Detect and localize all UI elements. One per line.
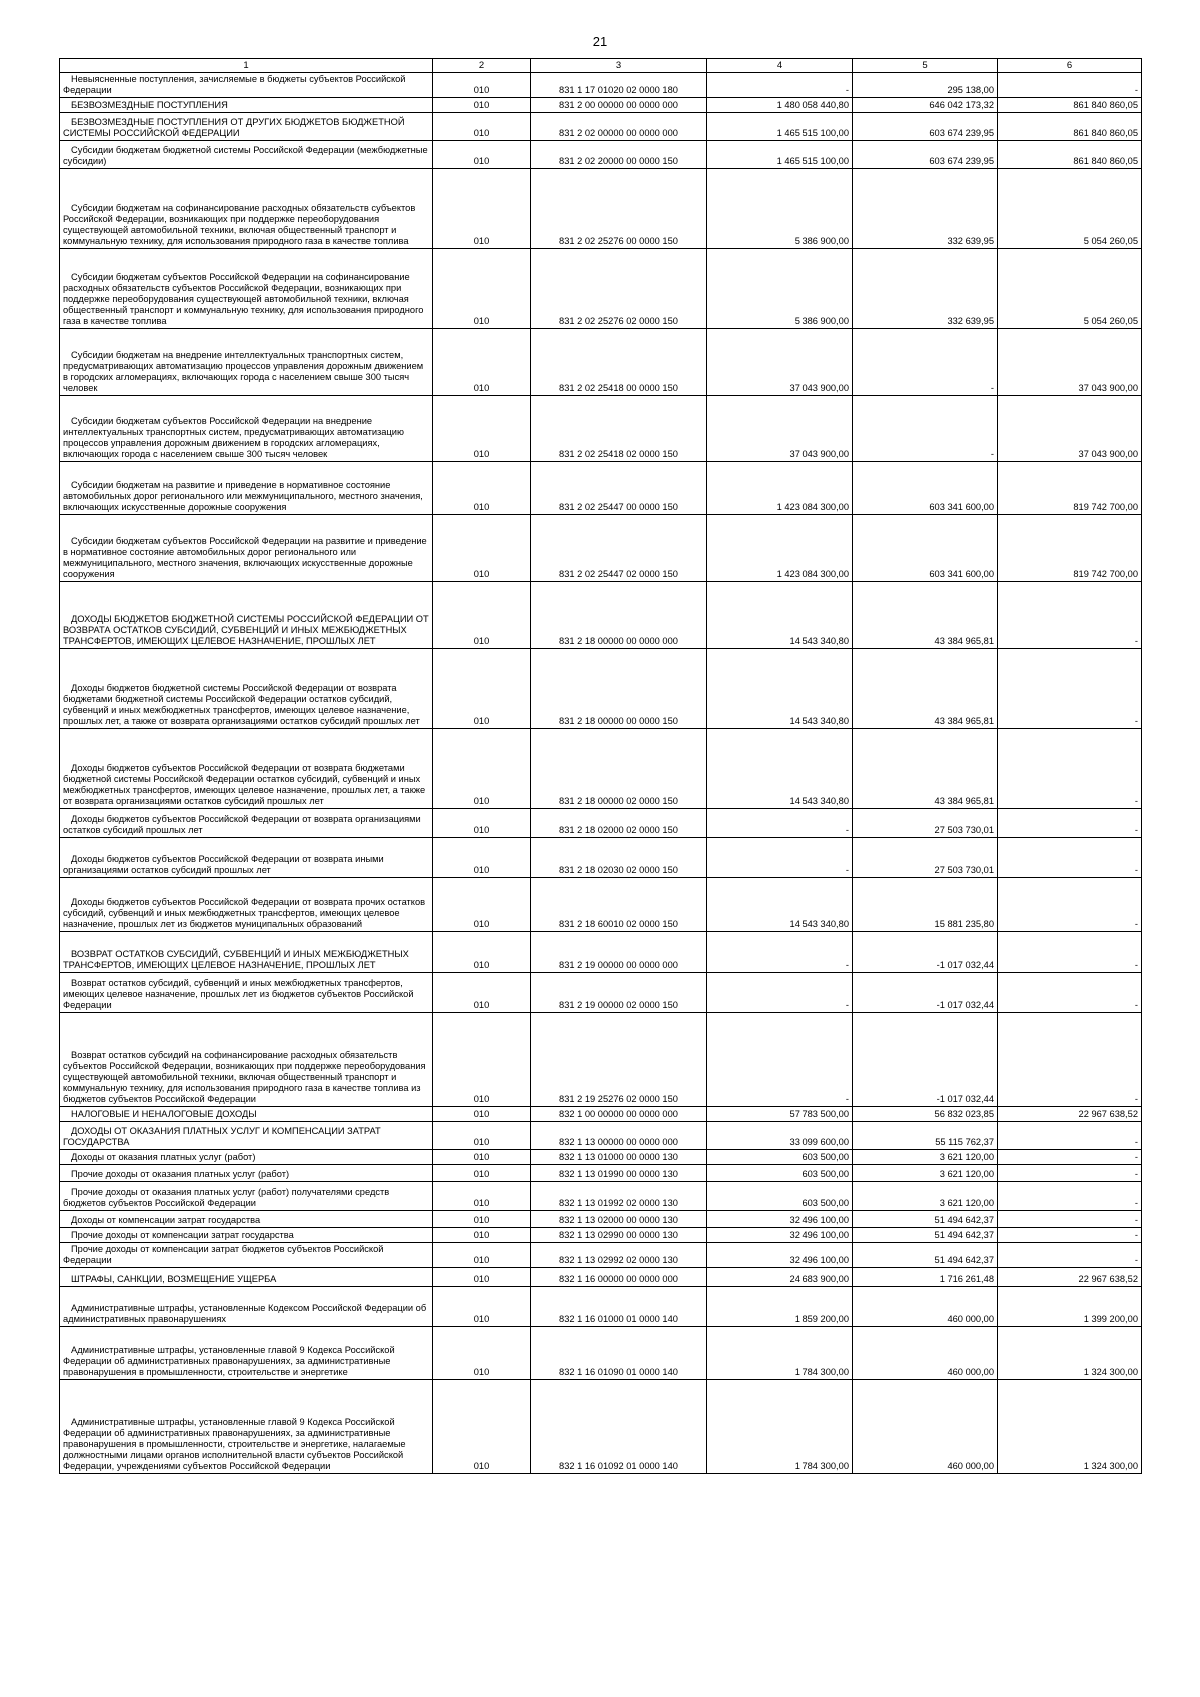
row-code-cell: 010 (433, 649, 531, 729)
row-kbk-cell: 832 1 00 00000 00 0000 000 (531, 1107, 707, 1122)
row-name-cell: Доходы бюджетов бюджетной системы Российской Федерации от возврата бюджетами бюджетной системы Российской Федерации остатков субсидий, субвенций и иных межбюджетных трансфертов, имеющих целевое назначение, прошлых лет, а также от возврата организациями остатков субсидий прошлых лет (60, 649, 433, 729)
row-value-col4: 32 496 100,00 (707, 1243, 853, 1268)
table-row (60, 1380, 1142, 1474)
row-value-col4: 5 386 900,00 (707, 249, 853, 329)
row-value-col4: 1 480 058 440,80 (707, 98, 853, 113)
row-value-col4: - (707, 973, 853, 1013)
row-value-col6: - (998, 73, 1142, 98)
row-value-col4: 1 423 084 300,00 (707, 462, 853, 515)
row-kbk-cell: 831 2 19 00000 00 0000 000 (531, 932, 707, 973)
row-value-col5: 15 881 235,80 (853, 878, 998, 932)
row-value-col5: 332 639,95 (853, 249, 998, 329)
row-value-col5: 51 494 642,37 (853, 1228, 998, 1243)
row-kbk-cell: 832 1 13 01000 00 0000 130 (531, 1150, 707, 1165)
row-value-col5: 3 621 120,00 (853, 1150, 998, 1165)
row-value-col6: 5 054 260,05 (998, 169, 1142, 249)
row-code-cell: 010 (433, 1228, 531, 1243)
row-kbk-cell: 832 1 13 02000 00 0000 130 (531, 1211, 707, 1228)
table-row (60, 249, 1142, 329)
row-value-col5: 55 115 762,37 (853, 1122, 998, 1150)
row-name-cell: Субсидии бюджетам на софинансирование расходных обязательств субъектов Российской Федерации, возникающих при поддержке переоборудования существующей автомобильной техники, включая общественный транспорт и коммунальную технику, для использования природного газа в качестве топлива (60, 169, 433, 249)
row-code-cell: 010 (433, 462, 531, 515)
row-value-col5: 646 042 173,32 (853, 98, 998, 113)
row-value-col6: 22 967 638,52 (998, 1107, 1142, 1122)
row-value-col4: 37 043 900,00 (707, 396, 853, 462)
table-row (60, 1013, 1142, 1107)
table-row (60, 113, 1142, 141)
row-name-cell: Административные штрафы, установленные Кодексом Российской Федерации об административных правонарушениях (60, 1287, 433, 1327)
table-row (60, 515, 1142, 582)
row-value-col4: - (707, 1013, 853, 1107)
table-row (60, 1211, 1142, 1228)
row-value-col4: 14 543 340,80 (707, 582, 853, 649)
row-name-cell: Возврат остатков субсидий на софинансирование расходных обязательств субъектов Российской Федерации, возникающих при поддержке переоборудования существующей автомобильной техники, включая общественный транспорт и коммунальную технику, для использования природного газа в качестве топлива из бюджетов субъектов Российской Федерации (60, 1013, 433, 1107)
row-code-cell: 010 (433, 1182, 531, 1211)
row-value-col5: 295 138,00 (853, 73, 998, 98)
row-value-col6: - (998, 809, 1142, 838)
row-code-cell: 010 (433, 932, 531, 973)
table-row (60, 1268, 1142, 1287)
column-header: 3 (531, 59, 707, 73)
row-value-col6: - (998, 1211, 1142, 1228)
row-code-cell: 010 (433, 141, 531, 169)
row-value-col4: 1 784 300,00 (707, 1380, 853, 1474)
row-value-col6: - (998, 1165, 1142, 1182)
row-name-cell: ДОХОДЫ ОТ ОКАЗАНИЯ ПЛАТНЫХ УСЛУГ И КОМПЕНСАЦИИ ЗАТРАТ ГОСУДАРСТВА (60, 1122, 433, 1150)
row-kbk-cell: 831 2 02 25447 02 0000 150 (531, 515, 707, 582)
row-value-col6: - (998, 729, 1142, 809)
row-kbk-cell: 832 1 13 02990 00 0000 130 (531, 1228, 707, 1243)
row-name-cell: Доходы бюджетов субъектов Российской Федерации от возврата бюджетами бюджетной системы Российской Федерации остатков субсидий, субвенций и иных межбюджетных трансфертов, имеющих целевое назначение, прошлых лет, а также от возврата организациями остатков субсидий прошлых лет (60, 729, 433, 809)
row-name-cell: Прочие доходы от оказания платных услуг (работ) получателями средств бюджетов субъектов Российской Федерации (60, 1182, 433, 1211)
row-value-col6: - (998, 1150, 1142, 1165)
row-kbk-cell: 831 2 18 00000 00 0000 150 (531, 649, 707, 729)
row-value-col4: 1 465 515 100,00 (707, 113, 853, 141)
row-value-col4: 14 543 340,80 (707, 729, 853, 809)
row-value-col4: 32 496 100,00 (707, 1211, 853, 1228)
row-code-cell: 010 (433, 98, 531, 113)
table-row (60, 582, 1142, 649)
row-name-cell: Доходы от компенсации затрат государства (60, 1211, 433, 1228)
row-name-cell: Субсидии бюджетам субъектов Российской Федерации на софинансирование расходных обязательств субъектов Российской Федерации, возникающих при поддержке переоборудования существующей автомобильной техники, включая общественный транспорт и коммунальную технику, для использования природного газа в качестве топлива (60, 249, 433, 329)
row-value-col6: - (998, 878, 1142, 932)
row-kbk-cell: 831 2 02 25276 00 0000 150 (531, 169, 707, 249)
row-kbk-cell: 831 2 02 20000 00 0000 150 (531, 141, 707, 169)
row-name-cell: Субсидии бюджетам на внедрение интеллектуальных транспортных систем, предусматривающих автоматизацию процессов управления дорожным движением в городских агломерациях, включающих города с населением свыше 300 тысяч человек (60, 329, 433, 396)
table-row (60, 729, 1142, 809)
row-value-col6: 861 840 860,05 (998, 98, 1142, 113)
row-value-col4: 33 099 600,00 (707, 1122, 853, 1150)
row-value-col6: - (998, 1243, 1142, 1268)
row-value-col4: 1 859 200,00 (707, 1287, 853, 1327)
row-value-col4: 603 500,00 (707, 1150, 853, 1165)
row-value-col4: 14 543 340,80 (707, 649, 853, 729)
row-kbk-cell: 831 2 19 25276 02 0000 150 (531, 1013, 707, 1107)
row-code-cell: 010 (433, 809, 531, 838)
row-value-col6: 22 967 638,52 (998, 1268, 1142, 1287)
row-value-col5: 51 494 642,37 (853, 1211, 998, 1228)
row-value-col5: 56 832 023,85 (853, 1107, 998, 1122)
column-header: 1 (60, 59, 433, 73)
row-kbk-cell: 831 2 00 00000 00 0000 000 (531, 98, 707, 113)
row-kbk-cell: 831 2 18 02030 02 0000 150 (531, 838, 707, 878)
row-kbk-cell: 831 2 18 02000 02 0000 150 (531, 809, 707, 838)
row-kbk-cell: 831 2 18 60010 02 0000 150 (531, 878, 707, 932)
row-value-col5: 43 384 965,81 (853, 582, 998, 649)
row-value-col6: 819 742 700,00 (998, 462, 1142, 515)
row-name-cell: ШТРАФЫ, САНКЦИИ, ВОЗМЕЩЕНИЕ УЩЕРБА (60, 1268, 433, 1287)
row-value-col5: 460 000,00 (853, 1287, 998, 1327)
row-name-cell: Прочие доходы от оказания платных услуг (работ) (60, 1165, 433, 1182)
row-value-col4: 32 496 100,00 (707, 1228, 853, 1243)
row-code-cell: 010 (433, 582, 531, 649)
column-header: 4 (707, 59, 853, 73)
row-value-col6: - (998, 649, 1142, 729)
column-header: 5 (853, 59, 998, 73)
row-value-col6: - (998, 1228, 1142, 1243)
table-row (60, 1228, 1142, 1243)
row-name-cell: Административные штрафы, установленные главой 9 Кодекса Российской Федерации об административных правонарушениях, за административные правонарушения в промышленности, строительстве и энергетике, налагаемые должностными лицами органов исполнительной власти субъектов Российской Федерации, учреждениями субъектов Российской Федерации (60, 1380, 433, 1474)
row-kbk-cell: 832 1 13 00000 00 0000 000 (531, 1122, 707, 1150)
row-value-col6: 861 840 860,05 (998, 113, 1142, 141)
row-value-col5: 3 621 120,00 (853, 1182, 998, 1211)
row-name-cell: ДОХОДЫ БЮДЖЕТОВ БЮДЖЕТНОЙ СИСТЕМЫ РОССИЙСКОЙ ФЕДЕРАЦИИ ОТ ВОЗВРАТА ОСТАТКОВ СУБСИДИЙ, СУБВЕНЦИЙ И ИНЫХ МЕЖБЮДЖЕТНЫХ ТРАНСФЕРТОВ, ИМЕЮЩИХ ЦЕЛЕВОЕ НАЗНАЧЕНИЕ, ПРОШЛЫХ ЛЕТ (60, 582, 433, 649)
table-row (60, 878, 1142, 932)
row-name-cell: Доходы бюджетов субъектов Российской Федерации от возврата иными организациями остатков субсидий прошлых лет (60, 838, 433, 878)
row-name-cell: Субсидии бюджетам субъектов Российской Федерации на внедрение интеллектуальных транспортных систем, предусматривающих автоматизацию процессов управления дорожным движением в городских агломерациях, включающих города с населением свыше 300 тысяч человек (60, 396, 433, 462)
row-value-col5: 603 341 600,00 (853, 462, 998, 515)
row-value-col6: 1 324 300,00 (998, 1327, 1142, 1380)
row-value-col4: - (707, 73, 853, 98)
row-value-col5: 43 384 965,81 (853, 729, 998, 809)
row-value-col4: 1 423 084 300,00 (707, 515, 853, 582)
row-name-cell: ВОЗВРАТ ОСТАТКОВ СУБСИДИЙ, СУБВЕНЦИЙ И ИНЫХ МЕЖБЮДЖЕТНЫХ ТРАНСФЕРТОВ, ИМЕЮЩИХ ЦЕЛЕВОЕ НАЗНАЧЕНИЕ, ПРОШЛЫХ ЛЕТ (60, 932, 433, 973)
row-code-cell: 010 (433, 1327, 531, 1380)
row-value-col4: - (707, 932, 853, 973)
row-value-col4: 14 543 340,80 (707, 878, 853, 932)
row-value-col6: - (998, 582, 1142, 649)
row-value-col5: 1 716 261,48 (853, 1268, 998, 1287)
row-kbk-cell: 831 2 02 25447 00 0000 150 (531, 462, 707, 515)
row-value-col5: 27 503 730,01 (853, 838, 998, 878)
row-name-cell: Субсидии бюджетам на развитие и приведение в нормативное состояние автомобильных дорог регионального или межмуниципального, местного значения, включающих искусственные дорожные сооружения (60, 462, 433, 515)
row-value-col5: 460 000,00 (853, 1327, 998, 1380)
row-value-col5: -1 017 032,44 (853, 932, 998, 973)
row-value-col6: 37 043 900,00 (998, 396, 1142, 462)
row-name-cell: БЕЗВОЗМЕЗДНЫЕ ПОСТУПЛЕНИЯ (60, 98, 433, 113)
table-row (60, 649, 1142, 729)
row-kbk-cell: 831 2 02 00000 00 0000 000 (531, 113, 707, 141)
row-name-cell: Доходы от оказания платных услуг (работ) (60, 1150, 433, 1165)
row-value-col6: 819 742 700,00 (998, 515, 1142, 582)
row-value-col4: - (707, 809, 853, 838)
row-value-col4: 1 465 515 100,00 (707, 141, 853, 169)
row-value-col6: - (998, 973, 1142, 1013)
row-value-col5: - (853, 329, 998, 396)
row-kbk-cell: 831 2 18 00000 02 0000 150 (531, 729, 707, 809)
row-kbk-cell: 831 2 02 25418 00 0000 150 (531, 329, 707, 396)
row-code-cell: 010 (433, 838, 531, 878)
table-row (60, 1150, 1142, 1165)
row-name-cell: Доходы бюджетов субъектов Российской Федерации от возврата организациями остатков субсидий прошлых лет (60, 809, 433, 838)
row-code-cell: 010 (433, 1268, 531, 1287)
table-row (60, 838, 1142, 878)
row-code-cell: 010 (433, 1122, 531, 1150)
table-row (60, 169, 1142, 249)
row-value-col5: 603 674 239,95 (853, 113, 998, 141)
row-value-col5: 27 503 730,01 (853, 809, 998, 838)
row-value-col5: 603 341 600,00 (853, 515, 998, 582)
row-value-col4: 37 043 900,00 (707, 329, 853, 396)
row-value-col6: - (998, 838, 1142, 878)
table-row (60, 329, 1142, 396)
row-code-cell: 010 (433, 1243, 531, 1268)
table-row (60, 1122, 1142, 1150)
row-name-cell: Невыясненные поступления, зачисляемые в бюджеты субъектов Российской Федерации (60, 73, 433, 98)
row-name-cell: Субсидии бюджетам субъектов Российской Федерации на развитие и приведение в нормативное состояние автомобильных дорог регионального или межмуниципального, местного значения, включающих искусственные дорожные сооружения (60, 515, 433, 582)
row-kbk-cell: 832 1 16 01090 01 0000 140 (531, 1327, 707, 1380)
row-code-cell: 010 (433, 396, 531, 462)
row-kbk-cell: 831 2 02 25418 02 0000 150 (531, 396, 707, 462)
row-name-cell: Прочие доходы от компенсации затрат бюджетов субъектов Российской Федерации (60, 1243, 433, 1268)
table-row (60, 1182, 1142, 1211)
row-code-cell: 010 (433, 1165, 531, 1182)
row-value-col6: 861 840 860,05 (998, 141, 1142, 169)
row-kbk-cell: 831 2 02 25276 02 0000 150 (531, 249, 707, 329)
table-row (60, 1327, 1142, 1380)
table-row (60, 98, 1142, 113)
row-name-cell: НАЛОГОВЫЕ И НЕНАЛОГОВЫЕ ДОХОДЫ (60, 1107, 433, 1122)
row-value-col5: 51 494 642,37 (853, 1243, 998, 1268)
row-code-cell: 010 (433, 1211, 531, 1228)
row-value-col5: 3 621 120,00 (853, 1165, 998, 1182)
row-value-col6: - (998, 1122, 1142, 1150)
row-kbk-cell: 831 2 19 00000 02 0000 150 (531, 973, 707, 1013)
row-code-cell: 010 (433, 1107, 531, 1122)
row-value-col6: 37 043 900,00 (998, 329, 1142, 396)
row-value-col5: 43 384 965,81 (853, 649, 998, 729)
row-value-col5: -1 017 032,44 (853, 973, 998, 1013)
row-value-col6: 1 399 200,00 (998, 1287, 1142, 1327)
row-value-col5: - (853, 396, 998, 462)
row-value-col5: 603 674 239,95 (853, 141, 998, 169)
row-value-col4: - (707, 838, 853, 878)
table-row (60, 932, 1142, 973)
row-value-col4: 5 386 900,00 (707, 169, 853, 249)
row-value-col4: 24 683 900,00 (707, 1268, 853, 1287)
row-value-col5: 460 000,00 (853, 1380, 998, 1474)
row-kbk-cell: 832 1 16 01000 01 0000 140 (531, 1287, 707, 1327)
row-value-col4: 57 783 500,00 (707, 1107, 853, 1122)
table-row (60, 809, 1142, 838)
table-row (60, 1287, 1142, 1327)
row-code-cell: 010 (433, 878, 531, 932)
column-header: 6 (998, 59, 1142, 73)
row-value-col6: - (998, 1013, 1142, 1107)
row-code-cell: 010 (433, 329, 531, 396)
table-row (60, 1165, 1142, 1182)
row-kbk-cell: 832 1 16 00000 00 0000 000 (531, 1268, 707, 1287)
table-row (60, 973, 1142, 1013)
row-code-cell: 010 (433, 729, 531, 809)
row-code-cell: 010 (433, 973, 531, 1013)
row-kbk-cell: 831 2 18 00000 00 0000 000 (531, 582, 707, 649)
row-name-cell: Субсидии бюджетам бюджетной системы Российской Федерации (межбюджетные субсидии) (60, 141, 433, 169)
row-kbk-cell: 831 1 17 01020 02 0000 180 (531, 73, 707, 98)
row-value-col4: 603 500,00 (707, 1165, 853, 1182)
row-kbk-cell: 832 1 16 01092 01 0000 140 (531, 1380, 707, 1474)
column-header: 2 (433, 59, 531, 73)
page-number: 21 (592, 34, 608, 49)
row-value-col4: 603 500,00 (707, 1182, 853, 1211)
row-value-col6: - (998, 932, 1142, 973)
row-code-cell: 010 (433, 1013, 531, 1107)
row-value-col6: - (998, 1182, 1142, 1211)
table-row (60, 462, 1142, 515)
table-row (60, 1107, 1142, 1122)
row-code-cell: 010 (433, 1287, 531, 1327)
table-row (60, 1243, 1142, 1268)
row-value-col4: 1 784 300,00 (707, 1327, 853, 1380)
row-name-cell: Административные штрафы, установленные главой 9 Кодекса Российской Федерации об административных правонарушениях, за административные правонарушения в промышленности, строительстве и энергетике (60, 1327, 433, 1380)
row-code-cell: 010 (433, 1150, 531, 1165)
row-value-col5: -1 017 032,44 (853, 1013, 998, 1107)
row-kbk-cell: 832 1 13 01992 02 0000 130 (531, 1182, 707, 1211)
row-name-cell: Возврат остатков субсидий, субвенций и иных межбюджетных трансфертов, имеющих целевое назначение, прошлых лет из бюджетов субъектов Российской Федерации (60, 973, 433, 1013)
row-code-cell: 010 (433, 113, 531, 141)
row-value-col6: 1 324 300,00 (998, 1380, 1142, 1474)
row-name-cell: БЕЗВОЗМЕЗДНЫЕ ПОСТУПЛЕНИЯ ОТ ДРУГИХ БЮДЖЕТОВ БЮДЖЕТНОЙ СИСТЕМЫ РОССИЙСКОЙ ФЕДЕРАЦИИ (60, 113, 433, 141)
table-row (60, 141, 1142, 169)
table-body (60, 73, 1142, 1474)
row-code-cell: 010 (433, 169, 531, 249)
row-code-cell: 010 (433, 515, 531, 582)
row-name-cell: Прочие доходы от компенсации затрат государства (60, 1228, 433, 1243)
column-number-row (60, 59, 1142, 73)
row-kbk-cell: 832 1 13 01990 00 0000 130 (531, 1165, 707, 1182)
row-value-col6: 5 054 260,05 (998, 249, 1142, 329)
row-value-col5: 332 639,95 (853, 169, 998, 249)
budget-income-table (59, 58, 1142, 1474)
table-row (60, 396, 1142, 462)
row-kbk-cell: 832 1 13 02992 02 0000 130 (531, 1243, 707, 1268)
table-row (60, 73, 1142, 98)
row-code-cell: 010 (433, 73, 531, 98)
row-name-cell: Доходы бюджетов субъектов Российской Федерации от возврата прочих остатков субсидий, субвенций и иных межбюджетных трансфертов, имеющих целевое назначение, прошлых лет из бюджетов муниципальных образований (60, 878, 433, 932)
row-code-cell: 010 (433, 249, 531, 329)
row-code-cell: 010 (433, 1380, 531, 1474)
